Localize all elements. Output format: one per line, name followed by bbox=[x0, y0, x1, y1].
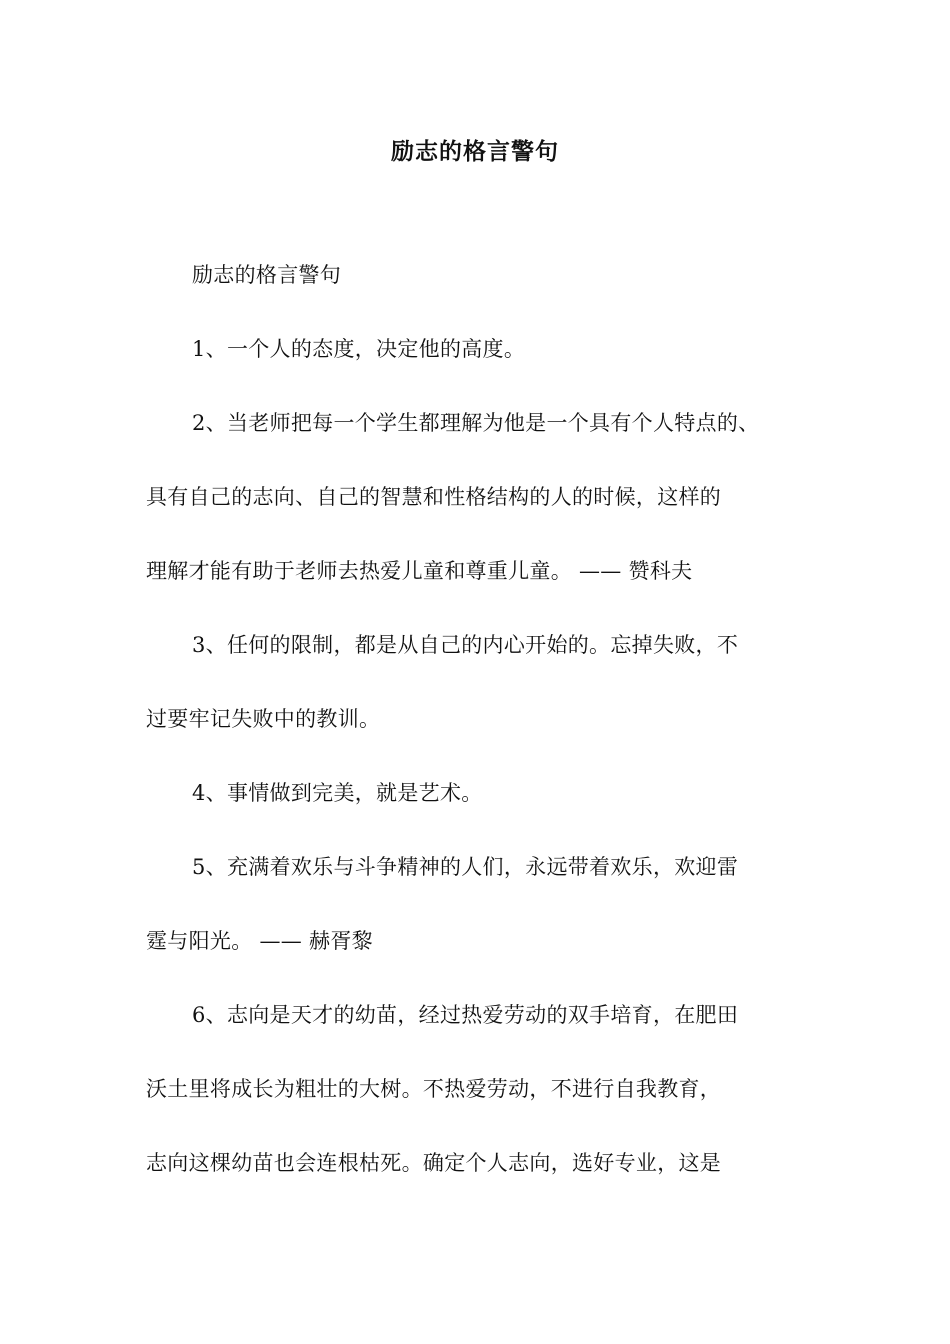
body-line: 4、事情做到完美，就是艺术。 bbox=[192, 781, 483, 805]
document-title: 励志的格言警句 bbox=[391, 138, 559, 165]
body-line: 2、当老师把每一个学生都理解为他是一个具有个人特点的、 bbox=[192, 411, 760, 435]
body-line: 励志的格言警句 bbox=[192, 263, 342, 287]
body-line: 3、任何的限制，都是从自己的内心开始的。忘掉失败，不 bbox=[192, 633, 739, 657]
body-line: 理解才能有助于老师去热爱儿童和尊重儿童。 —— 赞科夫 bbox=[146, 559, 693, 583]
body-line: 5、充满着欢乐与斗争精神的人们，永远带着欢乐，欢迎雷 bbox=[192, 855, 739, 879]
body-line: 具有自己的志向、自己的智慧和性格结构的人的时候，这样的 bbox=[146, 485, 722, 509]
body-line: 6、志向是天才的幼苗，经过热爱劳动的双手培育，在肥田 bbox=[192, 1003, 739, 1027]
body-line: 沃土里将成长为粗壮的大树。不热爱劳动，不进行自我教育， bbox=[146, 1077, 722, 1101]
body-line: 过要牢记失败中的教训。 bbox=[146, 707, 381, 731]
body-line: 志向这棵幼苗也会连根枯死。确定个人志向，选好专业，这是 bbox=[146, 1151, 722, 1175]
document-body bbox=[146, 238, 826, 1200]
body-line: 1、一个人的态度，决定他的高度。 bbox=[192, 337, 526, 361]
body-line: 霆与阳光。 —— 赫胥黎 bbox=[146, 929, 373, 953]
